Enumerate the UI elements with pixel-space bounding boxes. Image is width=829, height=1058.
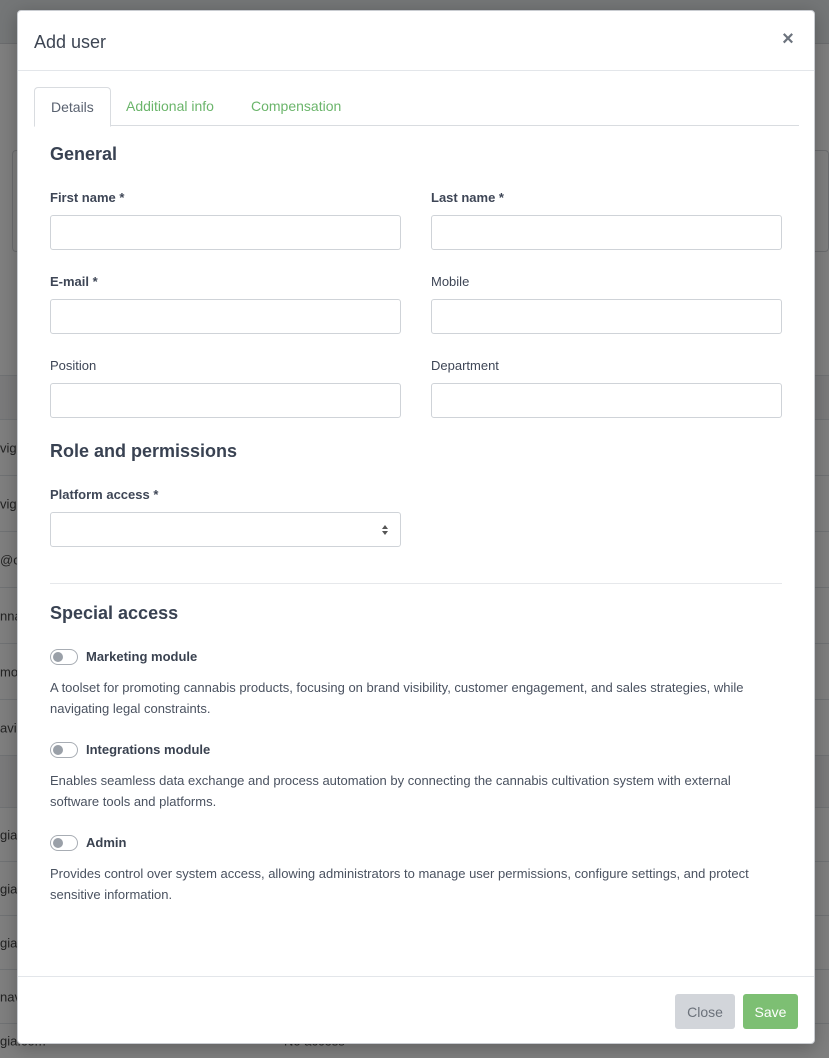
platform-access-label: Platform access * bbox=[50, 487, 159, 502]
admin-label: Admin bbox=[86, 835, 127, 850]
department-input[interactable] bbox=[431, 383, 782, 418]
save-button[interactable]: Save bbox=[743, 994, 798, 1029]
toggle-knob bbox=[53, 652, 63, 662]
last-name-input[interactable] bbox=[431, 215, 782, 250]
section-general-title: General bbox=[50, 144, 118, 164]
marketing-module-toggle[interactable] bbox=[50, 649, 78, 665]
modal-title: Add user bbox=[34, 32, 107, 52]
mobile-input[interactable] bbox=[431, 299, 782, 334]
modal-header bbox=[18, 11, 814, 71]
last-name-label: Last name * bbox=[431, 190, 504, 205]
section-role-title: Role and permissions bbox=[50, 441, 238, 461]
add-user-modal bbox=[17, 10, 815, 1044]
integrations-module-description: Enables seamless data exchange and process automation by connecting the cannabis cultivation system with external software tools and platforms. bbox=[50, 773, 731, 809]
modal-footer bbox=[18, 976, 814, 1044]
platform-access-select[interactable] bbox=[50, 512, 401, 547]
close-icon[interactable]: × bbox=[782, 28, 794, 50]
tab-additional-info[interactable]: Additional info bbox=[126, 98, 214, 114]
department-label: Department bbox=[431, 358, 499, 373]
first-name-input[interactable] bbox=[50, 215, 401, 250]
toggle-knob bbox=[53, 838, 63, 848]
section-special-title: Special access bbox=[50, 603, 179, 623]
email-input[interactable] bbox=[50, 299, 401, 334]
admin-toggle[interactable] bbox=[50, 835, 78, 851]
sort-arrows-icon bbox=[381, 523, 389, 537]
marketing-module-label: Marketing module bbox=[86, 649, 198, 664]
toggle-knob bbox=[53, 745, 63, 755]
admin-description: Provides control over system access, allowing administrators to manage user permissions, configure settings, and protect sensitive information. bbox=[50, 866, 749, 902]
mobile-label: Mobile bbox=[431, 274, 470, 289]
section-divider bbox=[50, 583, 782, 584]
first-name-label: First name * bbox=[50, 190, 125, 205]
tab-bar bbox=[34, 87, 799, 126]
integrations-module-label: Integrations module bbox=[86, 742, 211, 757]
email-label: E-mail * bbox=[50, 274, 98, 289]
integrations-module-toggle[interactable] bbox=[50, 742, 78, 758]
marketing-module-description: A toolset for promoting cannabis products, focusing on brand visibility, customer engagement, and sales strategies, while navigating legal constraints. bbox=[50, 680, 744, 716]
position-label: Position bbox=[50, 358, 97, 373]
tab-details[interactable]: Details bbox=[34, 87, 111, 127]
close-button[interactable]: Close bbox=[675, 994, 735, 1029]
tab-compensation[interactable]: Compensation bbox=[251, 98, 342, 114]
position-input[interactable] bbox=[50, 383, 401, 418]
